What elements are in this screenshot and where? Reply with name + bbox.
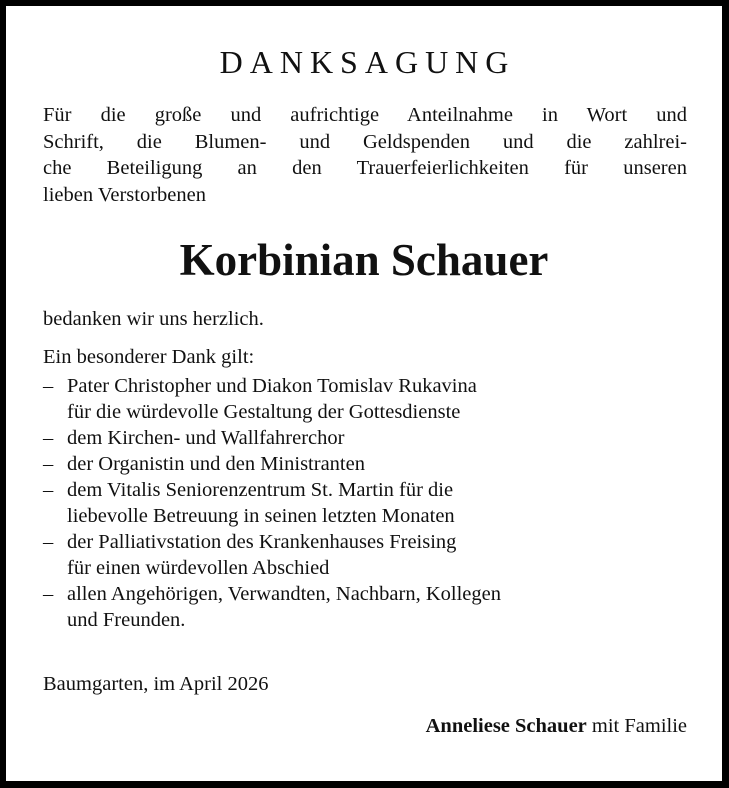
- special-thanks-heading: Ein besonderer Dank gilt:: [43, 346, 255, 368]
- thanks-item-line: der Palliativstation des Krankenhauses Freising: [67, 531, 457, 553]
- thanks-item-line: für die würdevolle Gestaltung der Gottesdienste: [67, 401, 461, 423]
- thanks-item: [43, 477, 501, 529]
- dash-bullet: –: [43, 427, 54, 449]
- thanks-list: [43, 373, 501, 633]
- intro-line: che Beteiligung an den Trauerfeierlichkeiten für unseren: [43, 157, 687, 179]
- thanks-item-line: dem Kirchen- und Wallfahrerchor: [67, 427, 345, 449]
- signature: [426, 713, 687, 739]
- thanks-item: [43, 373, 501, 425]
- intro-line: Schrift, die Blumen- und Geldspenden und die zahlrei-: [43, 130, 687, 153]
- signature-name: Anneliese Schauer: [425, 715, 587, 737]
- signature-suffix: mit Familie: [586, 715, 687, 737]
- thanks-item-line: für einen würdevollen Abschied: [67, 557, 330, 579]
- thanks-item: [43, 425, 501, 451]
- thanks-item: [43, 451, 501, 477]
- dash-bullet: –: [43, 479, 54, 501]
- thanks-item: [43, 581, 501, 633]
- thanks-item-line: und Freunden.: [67, 609, 186, 631]
- notice-title: DANKSAGUNG: [219, 44, 516, 80]
- dash-bullet: –: [43, 375, 54, 397]
- thanks-item: [43, 529, 501, 581]
- obituary-notice: [6, 6, 722, 781]
- place-date: Baumgarten, im April 2026: [43, 673, 269, 695]
- thanks-item-line: der Organistin und den Ministranten: [67, 453, 365, 475]
- dash-bullet: –: [43, 583, 54, 605]
- thanks-item-line: allen Angehörigen, Verwandten, Nachbarn, Kollegen: [67, 583, 501, 605]
- thanks-sentence: bedanken wir uns herzlich.: [43, 308, 264, 330]
- dash-bullet: –: [43, 531, 54, 553]
- thanks-item-line: liebevolle Betreuung in seinen letzten Monaten: [67, 505, 455, 527]
- deceased-name: Korbinian Schauer: [179, 235, 549, 285]
- intro-line: Für die große und aufrichtige Anteilnahme in Wort und: [43, 104, 687, 126]
- intro-line: lieben Verstorbenen: [43, 183, 206, 206]
- thanks-item-line: Pater Christopher und Diakon Tomislav Rukavina: [67, 375, 477, 397]
- intro-paragraph: [43, 102, 687, 208]
- thanks-item-line: dem Vitalis Seniorenzentrum St. Martin für die: [67, 479, 454, 501]
- dash-bullet: –: [43, 453, 54, 475]
